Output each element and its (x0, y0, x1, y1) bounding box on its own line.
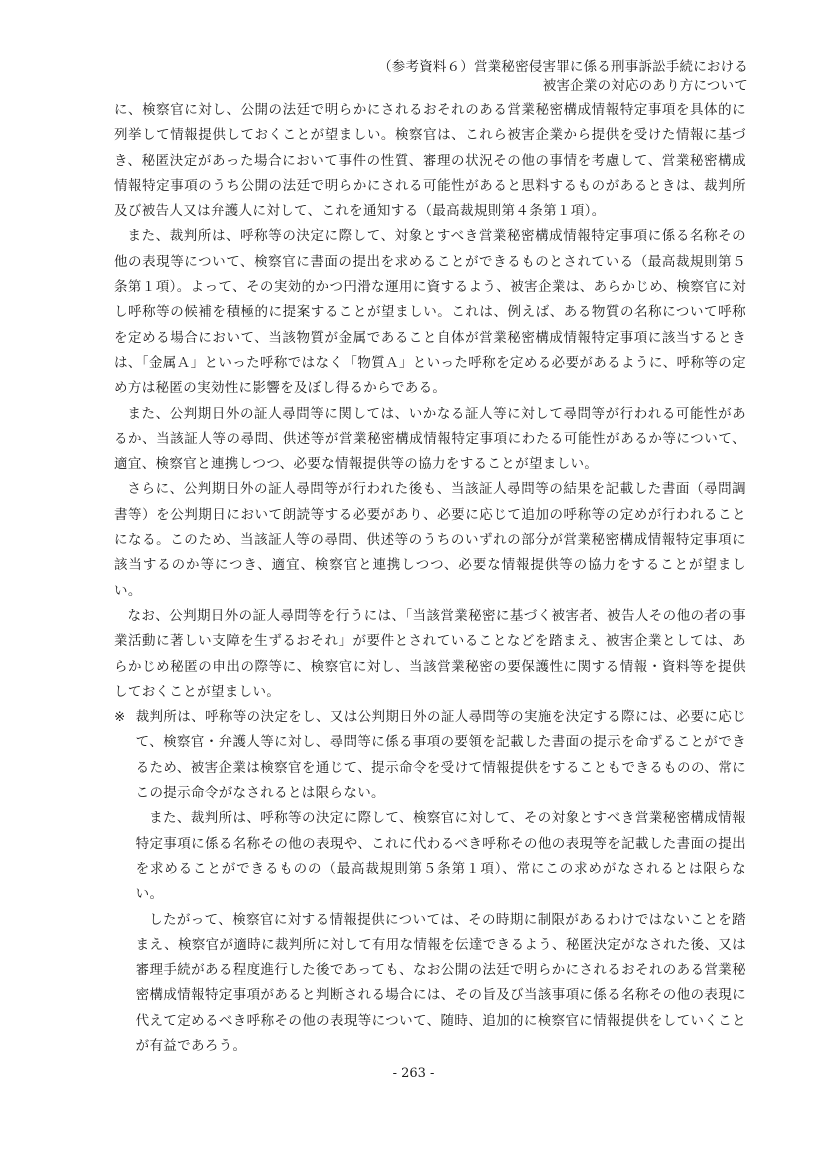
paragraph-continuation: に、検察官に対し、公開の法廷で明らかにされるおそれのある営業秘密構成情報特定事項を具体的に列挙して情報提供しておくことが望ましい。検察官は、これら被害企業から提供を受けた情報に基づき、秘匿決定があった場合において事件の性質、審理の状況その他の事情を考慮して、営業秘密構成情報特定事項のうち公開の法廷で明らかにされる可能性があると思料するものがあるときは、裁判所及び被告人又は弁護人に対して、これを通知する（最高裁規則第４条第１項）。 (114, 102, 746, 220)
document-body (114, 98, 746, 1059)
note-second: また、裁判所は、呼称等の決定に際して、検察官に対して、その対象とすべき営業秘密構成情報特定事項に係る名称その他の表現や、これに代わるべき呼称その他の表現等を記載した書面の提出を求めることができるものの（最高裁規則第５条第１項）、常にこの求めがなされるとは限らない。 (135, 810, 746, 903)
page-number: - 263 - (392, 1066, 435, 1081)
paragraph: さらに、公判期日外の証人尋問等が行われた後も、当該証人尋問等の結果を記載した書面（尋問調書等）を公判期日において朗読等する必要があり、必要に応じて追加の呼称等の定めが行われることになる。このため、当該証人等の尋問、供述等のうちのいずれの部分が営業秘密構成情報特定事項に該当するのか等につき、適宜、検察官と連携しつつ、必要な情報提供等の協力をすることが望ましい。 (114, 481, 746, 599)
note-block (114, 705, 746, 1059)
paragraph: また、公判期日外の証人尋問等に関しては、いかなる証人等に対して尋問等が行われる可能性があるか、当該証人等の尋問、供述等が営業秘密構成情報特定事項にわたる可能性があるか等について、適宜、検察官と連携しつつ、必要な情報提供等の協力をすることが望ましい。 (114, 405, 746, 473)
paragraph: なお、公判期日外の証人尋問等を行うには、「当該営業秘密に基づく被害者、被告人その他の者の事業活動に著しい支障を生ずるおそれ」が要件とされていることなどを踏まえ、被害企業としては、あらかじめ秘匿の申出の際等に、検察官に対し、当該営業秘密の要保護性に関する情報・資料等を提供しておくことが望ましい。 (114, 607, 746, 700)
note-mark: ※ (114, 709, 126, 726)
page-header (378, 58, 748, 96)
note-first-text: 裁判所は、呼称等の決定をし、又は公判期日外の証人尋問等の実施を決定する際には、必要に応じて、検察官・弁護人等に対し、尋問等に係る事項の要領を記載した書面の提示を命ずることができるため、被害企業は検察官を通じて、提示命令を受けて情報提供をすることもできるものの、常にこの提示命令がなされるとは限らない。 (135, 709, 746, 802)
header-line-2: 被害企業の対応のあり方について (542, 78, 748, 94)
note-third: したがって、検察官に対する情報提供については、その時期に制限があるわけではないことを踏まえ、検察官が適時に裁判所に対して有用な情報を伝達できるよう、秘匿決定がなされた後、又は審理手続がある程度進行した後であっても、なお公開の法廷で明らかにされるおそれのある営業秘密構成情報特定事項があると判断される場合には、その旨及び当該事項に係る名称その他の表現に代えて定めるべき呼称その他の表現等について、随時、追加的に検察官に情報提供をしていくことが有益であろう。 (135, 911, 746, 1054)
header-line-1: （参考資料６）営業秘密侵害罪に係る刑事訴訟手続における (378, 59, 748, 75)
paragraph: また、裁判所は、呼称等の決定に際して、対象とすべき営業秘密構成情報特定事項に係る名称その他の表現等について、検察官に書面の提出を求めることができるものとされている（最高裁規則第５条第１項）。よって、その実効的かつ円滑な運用に資するよう、被害企業は、あらかじめ、検察官に対し呼称等の候補を積極的に提案することが望ましい。これは、例えば、ある物質の名称について呼称を定める場合において、当該物質が金属であること自体が営業秘密構成情報特定事項に該当するときは、「金属Ａ」といった呼称ではなく「物質Ａ」といった呼称を定める必要があるように、呼称等の定め方は秘匿の実効性に影響を及ぼし得るからである。 (114, 228, 746, 397)
note-first (114, 705, 746, 806)
